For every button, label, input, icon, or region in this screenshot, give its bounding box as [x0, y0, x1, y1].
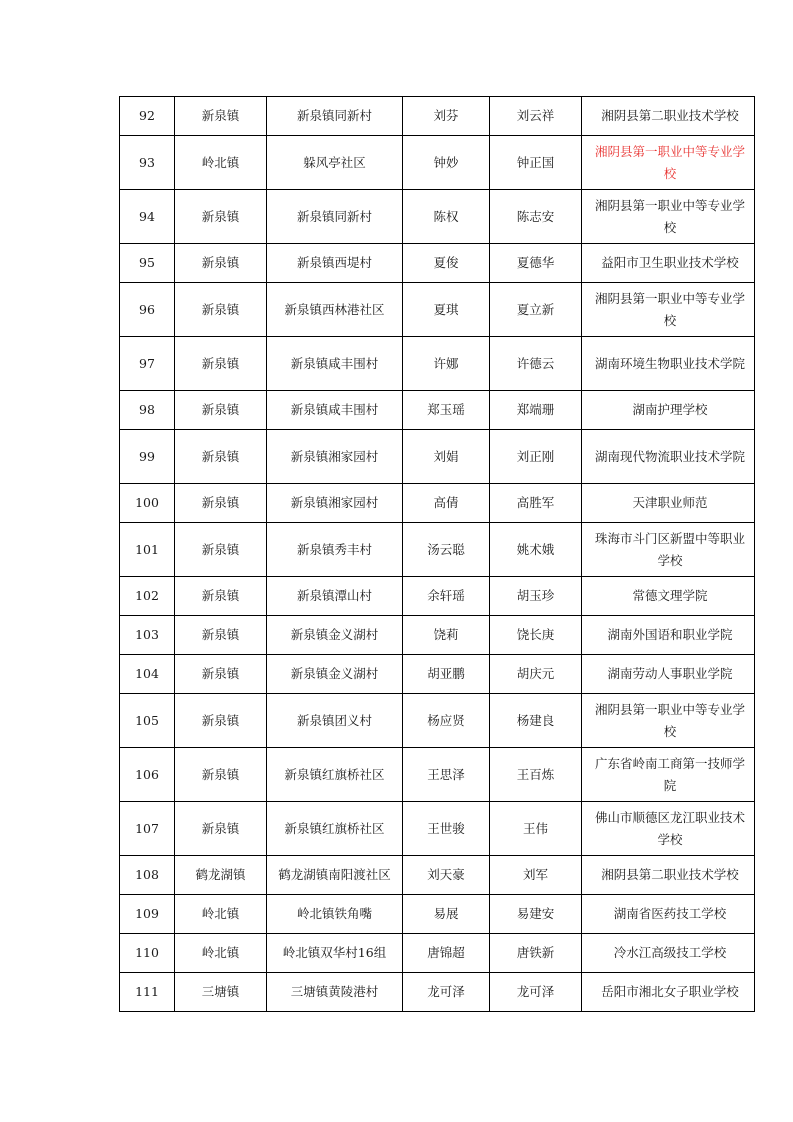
school-cell: 湘阴县第一职业中等专业学校 [582, 190, 755, 244]
student-name-cell: 高倩 [403, 484, 490, 523]
parent-name-cell: 陈志安 [490, 190, 582, 244]
town-cell: 三塘镇 [175, 973, 267, 1012]
school-cell: 广东省岭南工商第一技师学院 [582, 748, 755, 802]
village-cell: 岭北镇双华村16组 [267, 934, 403, 973]
parent-name-cell: 钟正国 [490, 136, 582, 190]
table-row [120, 190, 755, 244]
school-cell: 湖南劳动人事职业学院 [582, 655, 755, 694]
table-row [120, 577, 755, 616]
town-cell: 新泉镇 [175, 616, 267, 655]
village-cell: 岭北镇铁角嘴 [267, 895, 403, 934]
table-row [120, 694, 755, 748]
village-cell: 新泉镇潭山村 [267, 577, 403, 616]
serial-number-cell: 96 [120, 283, 175, 337]
parent-name-cell: 高胜军 [490, 484, 582, 523]
town-cell: 新泉镇 [175, 484, 267, 523]
town-cell: 新泉镇 [175, 430, 267, 484]
student-name-cell: 王世骏 [403, 802, 490, 856]
serial-number-cell: 100 [120, 484, 175, 523]
town-cell: 新泉镇 [175, 391, 267, 430]
school-cell: 冷水江高级技工学校 [582, 934, 755, 973]
serial-number-cell: 106 [120, 748, 175, 802]
serial-number-cell: 99 [120, 430, 175, 484]
serial-number-cell: 101 [120, 523, 175, 577]
parent-name-cell: 龙可泽 [490, 973, 582, 1012]
town-cell: 新泉镇 [175, 694, 267, 748]
town-cell: 岭北镇 [175, 934, 267, 973]
table-row [120, 391, 755, 430]
student-name-cell: 王思泽 [403, 748, 490, 802]
serial-number-cell: 107 [120, 802, 175, 856]
serial-number-cell: 102 [120, 577, 175, 616]
parent-name-cell: 刘正刚 [490, 430, 582, 484]
town-cell: 鹤龙湖镇 [175, 856, 267, 895]
serial-number-cell: 93 [120, 136, 175, 190]
town-cell: 岭北镇 [175, 895, 267, 934]
village-cell: 新泉镇咸丰围村 [267, 391, 403, 430]
table-row [120, 934, 755, 973]
town-cell: 新泉镇 [175, 337, 267, 391]
village-cell: 新泉镇金义湖村 [267, 616, 403, 655]
table-row [120, 748, 755, 802]
table-row [120, 856, 755, 895]
table-row [120, 337, 755, 391]
table-row [120, 283, 755, 337]
village-cell: 新泉镇秀丰村 [267, 523, 403, 577]
table-row [120, 802, 755, 856]
parent-name-cell: 王伟 [490, 802, 582, 856]
town-cell: 新泉镇 [175, 577, 267, 616]
student-name-cell: 钟妙 [403, 136, 490, 190]
serial-number-cell: 110 [120, 934, 175, 973]
parent-name-cell: 刘云祥 [490, 97, 582, 136]
serial-number-cell: 104 [120, 655, 175, 694]
school-cell: 益阳市卫生职业技术学校 [582, 244, 755, 283]
town-cell: 新泉镇 [175, 244, 267, 283]
village-cell: 新泉镇团义村 [267, 694, 403, 748]
school-cell: 湘阴县第二职业技术学校 [582, 856, 755, 895]
table-row [120, 523, 755, 577]
table-row [120, 136, 755, 190]
school-cell: 岳阳市湘北女子职业学校 [582, 973, 755, 1012]
parent-name-cell: 胡玉珍 [490, 577, 582, 616]
town-cell: 新泉镇 [175, 748, 267, 802]
roster-body [120, 97, 755, 1012]
parent-name-cell: 郑端珊 [490, 391, 582, 430]
village-cell: 新泉镇同新村 [267, 97, 403, 136]
student-name-cell: 唐锦超 [403, 934, 490, 973]
table-row [120, 973, 755, 1012]
student-name-cell: 龙可泽 [403, 973, 490, 1012]
table-row [120, 244, 755, 283]
table-row [120, 97, 755, 136]
village-cell: 新泉镇西堤村 [267, 244, 403, 283]
parent-name-cell: 夏德华 [490, 244, 582, 283]
student-roster-table [119, 96, 755, 1012]
school-cell: 湘阴县第二职业技术学校 [582, 97, 755, 136]
village-cell: 鹤龙湖镇南阳渡社区 [267, 856, 403, 895]
school-cell: 湖南现代物流职业技术学院 [582, 430, 755, 484]
school-cell: 湖南护理学校 [582, 391, 755, 430]
table-row [120, 484, 755, 523]
parent-name-cell: 杨建良 [490, 694, 582, 748]
student-name-cell: 杨应贤 [403, 694, 490, 748]
village-cell: 新泉镇西林港社区 [267, 283, 403, 337]
village-cell: 新泉镇同新村 [267, 190, 403, 244]
student-name-cell: 余轩瑶 [403, 577, 490, 616]
school-cell: 湖南外国语和职业学院 [582, 616, 755, 655]
serial-number-cell: 111 [120, 973, 175, 1012]
student-name-cell: 夏琪 [403, 283, 490, 337]
town-cell: 岭北镇 [175, 136, 267, 190]
student-name-cell: 易展 [403, 895, 490, 934]
student-name-cell: 陈权 [403, 190, 490, 244]
town-cell: 新泉镇 [175, 523, 267, 577]
village-cell: 新泉镇金义湖村 [267, 655, 403, 694]
village-cell: 躲风亭社区 [267, 136, 403, 190]
parent-name-cell: 许德云 [490, 337, 582, 391]
school-cell: 湖南环境生物职业技术学院 [582, 337, 755, 391]
table-row [120, 430, 755, 484]
town-cell: 新泉镇 [175, 97, 267, 136]
table-row [120, 895, 755, 934]
parent-name-cell: 饶长庚 [490, 616, 582, 655]
school-cell: 天津职业师范 [582, 484, 755, 523]
village-cell: 新泉镇红旗桥社区 [267, 802, 403, 856]
serial-number-cell: 94 [120, 190, 175, 244]
table-row [120, 655, 755, 694]
village-cell: 新泉镇湘家园村 [267, 430, 403, 484]
student-name-cell: 刘芬 [403, 97, 490, 136]
parent-name-cell: 唐铁新 [490, 934, 582, 973]
village-cell: 新泉镇湘家园村 [267, 484, 403, 523]
school-cell: 湘阴县第一职业中等专业学校 [582, 694, 755, 748]
serial-number-cell: 92 [120, 97, 175, 136]
school-cell: 常德文理学院 [582, 577, 755, 616]
town-cell: 新泉镇 [175, 190, 267, 244]
serial-number-cell: 108 [120, 856, 175, 895]
school-cell: 湘阴县第一职业中等专业学校 [582, 283, 755, 337]
parent-name-cell: 王百炼 [490, 748, 582, 802]
school-cell: 湘阴县第一职业中等专业学校 [582, 136, 755, 190]
student-name-cell: 饶莉 [403, 616, 490, 655]
village-cell: 新泉镇红旗桥社区 [267, 748, 403, 802]
school-cell: 佛山市顺德区龙江职业技术学校 [582, 802, 755, 856]
serial-number-cell: 95 [120, 244, 175, 283]
village-cell: 三塘镇黄陵港村 [267, 973, 403, 1012]
town-cell: 新泉镇 [175, 283, 267, 337]
student-name-cell: 汤云聪 [403, 523, 490, 577]
serial-number-cell: 97 [120, 337, 175, 391]
serial-number-cell: 103 [120, 616, 175, 655]
village-cell: 新泉镇咸丰围村 [267, 337, 403, 391]
town-cell: 新泉镇 [175, 802, 267, 856]
town-cell: 新泉镇 [175, 655, 267, 694]
student-name-cell: 刘天豪 [403, 856, 490, 895]
student-name-cell: 胡亚鹏 [403, 655, 490, 694]
student-name-cell: 许娜 [403, 337, 490, 391]
school-cell: 湖南省医药技工学校 [582, 895, 755, 934]
parent-name-cell: 易建安 [490, 895, 582, 934]
student-name-cell: 郑玉瑶 [403, 391, 490, 430]
parent-name-cell: 刘军 [490, 856, 582, 895]
parent-name-cell: 姚术娥 [490, 523, 582, 577]
parent-name-cell: 夏立新 [490, 283, 582, 337]
school-cell: 珠海市斗门区新盟中等职业学校 [582, 523, 755, 577]
serial-number-cell: 105 [120, 694, 175, 748]
serial-number-cell: 98 [120, 391, 175, 430]
serial-number-cell: 109 [120, 895, 175, 934]
student-name-cell: 刘娟 [403, 430, 490, 484]
table-row [120, 616, 755, 655]
student-name-cell: 夏俊 [403, 244, 490, 283]
parent-name-cell: 胡庆元 [490, 655, 582, 694]
